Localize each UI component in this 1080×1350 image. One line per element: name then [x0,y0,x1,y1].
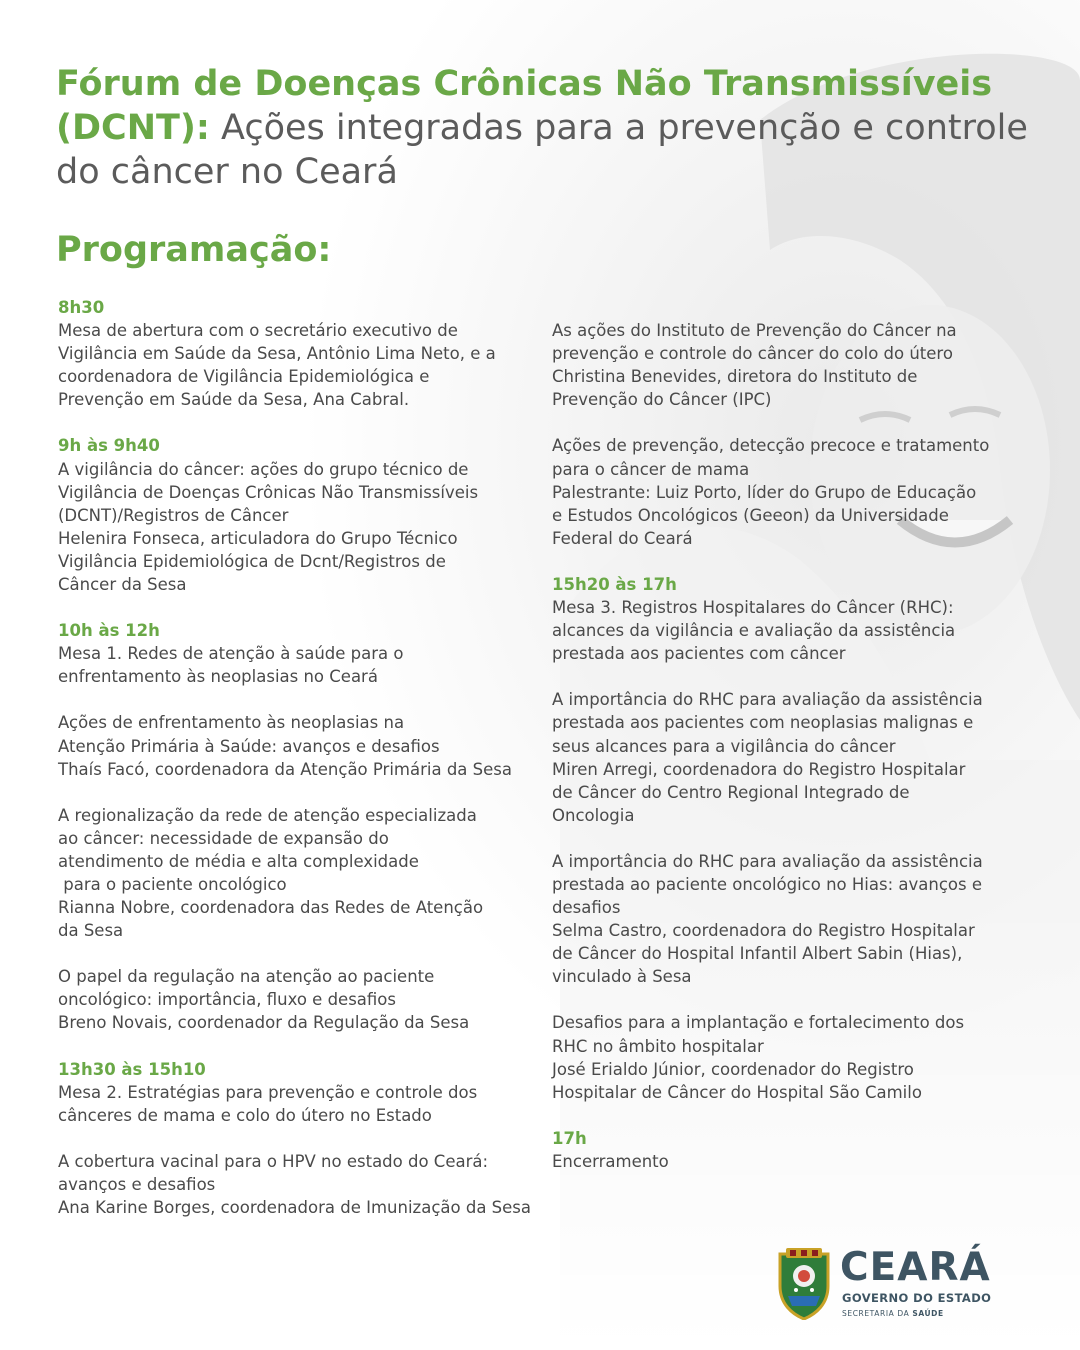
schedule-text-line: atendimento de média e alta complexidade [58,851,419,871]
schedule-text-line: Ana Karine Borges, coordenadora de Imunização da Sesa [58,1198,532,1217]
title-highlight: Fórum de Doenças Crônicas Não Transmissíveis (DCNT): [56,64,993,148]
schedule-text-line: Vigilância em Saúde da Sesa, Antônio Lima Neto, e a [58,344,496,364]
schedule-text-line: prestada aos pacientes com neoplasias malignas e [552,713,974,733]
schedule-block [552,319,1022,411]
schedule-block [58,1058,528,1127]
schedule-text-line: Federal do Ceará [552,528,693,548]
schedule-text-line: Atenção Primária à Saúde: avanços e desafios [58,736,440,756]
schedule-block [58,965,528,1034]
schedule-text-line: Hospitalar de Câncer do Hospital São Camilo [552,1082,922,1102]
schedule-text-line: Thaís Facó, coordenadora da Atenção Primária da Sesa [58,759,512,779]
schedule-block [58,711,528,780]
schedule-text-line: ao câncer: necessidade de expansão do [58,828,389,848]
schedule-text-line: Prevenção do Câncer (IPC) [552,390,772,410]
schedule-text-line: prevenção e controle do câncer do colo do útero [552,344,953,364]
schedule-text-line: O papel da regulação na atenção ao paciente [58,967,435,987]
schedule-block [58,619,528,688]
logo-government-text: GOVERNO DO ESTADO [842,1291,992,1305]
schedule-text-line: seus alcances para a vigilância do câncer [552,736,896,756]
schedule-time: 13h30 às 15h10 [58,1059,206,1079]
schedule-text-line: (DCNT)/Registros de Câncer [58,505,289,525]
schedule-text-line: enfrentamento às neoplasias no Ceará [58,667,378,687]
schedule-text-line: A regionalização da rede de atenção especializada [58,805,477,825]
ceara-coat-of-arms-icon [776,1246,832,1320]
schedule-time: 17h [552,1128,587,1148]
logo-secretariat-prefix: SECRETARIA DA [842,1309,913,1318]
schedule-left-column [58,296,532,1242]
schedule-text-line: Miren Arregi, coordenadora do Registro Hospitalar [552,759,966,779]
schedule-text-line: para o paciente oncológico [58,874,287,894]
schedule-time: 15h20 às 17h [552,574,677,594]
schedule-text-line: prestada aos pacientes com câncer [552,644,846,664]
schedule-block [552,850,1022,989]
schedule-text-line: Ações de enfrentamento às neoplasias na [58,713,405,733]
schedule-text-line: Breno Novais, coordenador da Regulação da Sesa [58,1013,470,1033]
schedule-text-line: da Sesa [58,921,124,941]
title-subtitle: Ações integradas para a prevenção e controle do câncer no Ceará [56,108,1028,192]
schedule-text-line: e Estudos Oncológicos (Geeon) da Universidade [552,505,949,525]
schedule-text-line: avanços e desafios [58,1174,216,1194]
schedule-right-column [552,319,1022,1196]
schedule-text-line: José Erialdo Júnior, coordenador do Registro [552,1059,914,1079]
schedule-text-line: Mesa 1. Redes de atenção à saúde para o [58,644,404,664]
schedule-text-line: coordenadora de Vigilância Epidemiológica e [58,367,430,387]
schedule-text-line: Selma Castro, coordenadora do Registro Hospitalar [552,921,975,941]
schedule-text-line: Vigilância de Doenças Crônicas Não Transmissíveis [58,482,479,502]
logo-secretariat-name: SAÚDE [912,1309,944,1318]
schedule-text-line: Câncer da Sesa [58,575,187,595]
schedule-block [552,434,1022,549]
schedule-time: 8h30 [58,298,105,317]
schedule-text-line: Mesa 2. Estratégias para prevenção e controle dos [58,1082,478,1102]
schedule-text-line: Vigilância Epidemiológica de Dcnt/Registros de [58,551,446,571]
schedule-block [552,1011,1022,1103]
schedule-text-line: Mesa de abertura com o secretário executivo de [58,321,458,341]
schedule-text-line: Mesa 3. Registros Hospitalares do Câncer (RHC): [552,598,954,618]
schedule-block [552,688,1022,827]
schedule-text-line: A importância do RHC para avaliação da assistência [552,851,983,871]
schedule-time: 10h às 12h [58,621,160,641]
schedule-text-line: A cobertura vacinal para o HPV no estado do Ceará: [58,1151,489,1171]
schedule-text-line: cânceres de mama e colo do útero no Estado [58,1105,432,1125]
program-heading: Programação: [56,230,332,270]
logo-brand-text: CEARÁ [840,1245,991,1290]
schedule-block [58,296,528,411]
schedule-text-line: As ações do Instituto de Prevenção do Câncer na [552,321,957,341]
schedule-text-line: Christina Benevides, diretora do Instituto de [552,367,918,387]
schedule-text-line: Ações de prevenção, detecção precoce e tratamento [552,436,990,456]
schedule-text-line: A vigilância do câncer: ações do grupo técnico de [58,459,469,479]
schedule-text-line: alcances da vigilância e avaliação da assistência [552,621,956,641]
schedule-block [552,1127,1022,1173]
schedule-text-line: oncológico: importância, fluxo e desafios [58,990,396,1010]
schedule-block [58,804,528,943]
schedule-text-line: de Câncer do Hospital Infantil Albert Sabin (Hias), [552,944,963,964]
schedule-text-line: prestada ao paciente oncológico no Hias: avanços e [552,874,982,894]
schedule-text-line: RHC no âmbito hospitalar [552,1036,764,1056]
schedule-block [58,434,528,596]
schedule-text-line: para o câncer de mama [552,459,750,479]
schedule-text-line: de Câncer do Centro Regional Integrado de [552,782,910,802]
schedule-text-line: Rianna Nobre, coordenadora das Redes de Atenção [58,898,484,918]
schedule-text-line: Helenira Fonseca, articuladora do Grupo Técnico [58,528,458,548]
schedule-text-line: Encerramento [552,1151,669,1171]
schedule-block [552,573,1022,665]
schedule-text-line: desafios [552,898,621,918]
logo-secretariat-text [842,1309,944,1318]
schedule-text-line: Desafios para a implantação e fortalecimento dos [552,1013,965,1033]
schedule-time: 9h às 9h40 [58,436,160,456]
schedule-text-line: A importância do RHC para avaliação da assistência [552,690,983,710]
schedule-text-line: Prevenção em Saúde da Sesa, Ana Cabral. [58,390,410,410]
schedule-text-line: Oncologia [552,805,635,825]
schedule-block [58,1150,532,1219]
page-title [56,62,1036,194]
schedule-text-line: Palestrante: Luiz Porto, líder do Grupo de Educação [552,482,977,502]
ceara-government-logo [776,1246,1016,1322]
schedule-text-line: vinculado à Sesa [552,967,692,987]
